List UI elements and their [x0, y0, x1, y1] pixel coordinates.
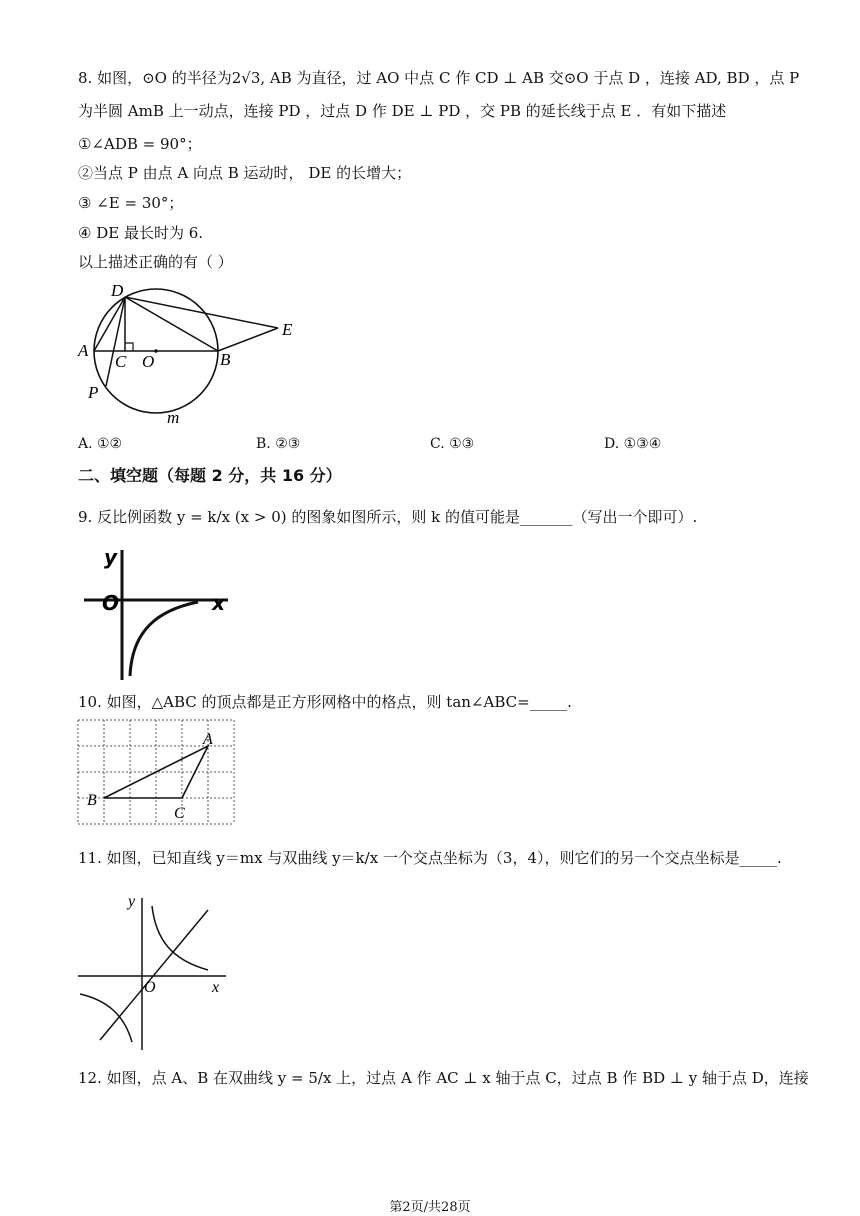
q12-text: 12. 如图，点 A、B 在双曲线 y = 5/x 上，过点 A 作 AC ⊥ x 轴于点 C，过点 B 作 BD ⊥ y 轴于点 D，连接 — [78, 1069, 809, 1087]
q11-label-y: y — [128, 893, 136, 910]
q11-label-x: x — [212, 979, 220, 996]
q9-label-o: O — [102, 591, 120, 615]
q8-option-d: D. ①③④ — [604, 436, 662, 452]
q8-statement-1: ①∠ADB = 90°； — [78, 135, 202, 153]
q8-line-1: 8. 如图，⊙O 的半径为2√3, AB 为直径，过 AO 中点 C 作 CD ⊥ AB 交⊙O 于点 D ，连接 AD, BD ，点 P — [78, 69, 800, 87]
q10-label-a: A — [203, 731, 213, 748]
page-footer: 第2页/共28页 — [389, 1200, 471, 1215]
q8-question: 以上描述正确的有（ ） — [78, 253, 233, 271]
q8-label-c: C — [115, 352, 127, 371]
q8-option-c: C. ①③ — [430, 436, 475, 452]
q10-grid-figure — [76, 718, 238, 830]
q8-line-2: 为半圆 AmB 上一动点，连接 PD ，过点 D 作 DE ⊥ PD ，交 PB 的延长线于点 E ．有如下描述 — [78, 102, 727, 120]
q8-label-b: B — [220, 350, 231, 369]
q9-graph — [78, 540, 248, 685]
q10-text: 10. 如图，△ABC 的顶点都是正方形网格中的格点，则 tan∠ABC=_____. — [78, 693, 572, 711]
q8-label-o: O — [142, 352, 155, 371]
q9-label-y: y — [104, 545, 118, 569]
q8-statement-3: ③ ∠E = 30°； — [78, 194, 184, 212]
q8-option-a: A. ①② — [78, 436, 123, 452]
q10-label-b: B — [87, 792, 97, 809]
q8-option-b: B. ②③ — [256, 436, 301, 452]
q8-label-m: m — [167, 408, 180, 427]
section-heading: 二、填空题（每题 2 分，共 16 分） — [78, 466, 342, 485]
q9-text: 9. 反比例函数 y = k/x (x > 0) 的图象如图所示，则 k 的值可能是_______（写出一个即可）. — [78, 508, 698, 526]
q8-label-d: D — [111, 281, 124, 300]
q8-label-a: A — [78, 341, 89, 360]
q8-label-e: E — [282, 320, 293, 339]
q11-graph — [76, 890, 236, 1052]
q9-label-x: x — [212, 591, 225, 615]
q11-text: 11. 如图，已知直线 y＝mx 与双曲线 y＝k/x 一个交点坐标为（3，4），则它们的另一个交点坐标是_____. — [78, 849, 782, 867]
q8-circle-figure — [70, 276, 310, 432]
q8-statement-4: ④ DE 最长时为 6. — [78, 224, 204, 242]
q8-label-p: P — [88, 383, 99, 402]
q11-label-o: O — [144, 979, 156, 996]
q8-statement-2: ②当点 P 由点 A 向点 B 运动时， DE 的长增大； — [78, 164, 412, 182]
q10-label-c: C — [174, 805, 185, 822]
